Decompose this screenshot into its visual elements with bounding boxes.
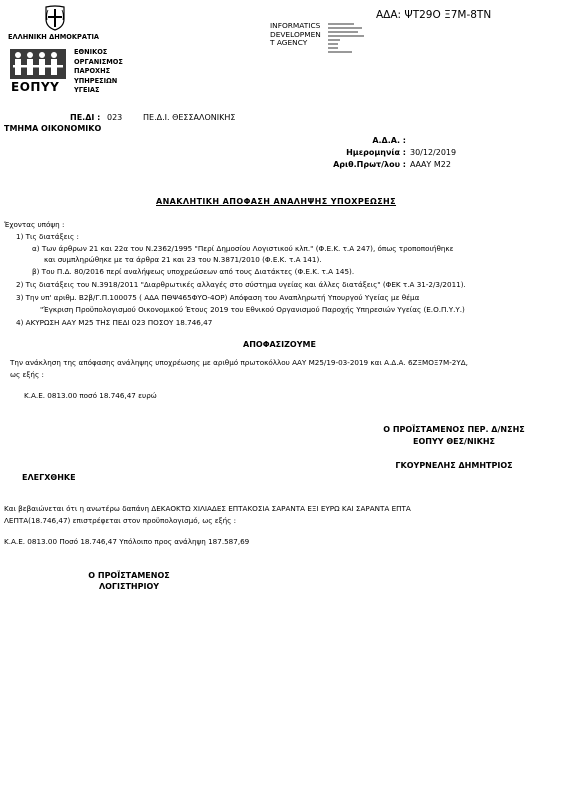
eopyy-logo-text: ΕΟΠΥΥ xyxy=(11,80,60,94)
department: ΤΜΗΜΑ ΟΙΚΟΝΟΜΙΚΟ xyxy=(4,124,102,133)
org-name xyxy=(74,48,123,96)
consideration-item-1: 1) Τις διατάξεις : xyxy=(16,232,79,241)
protocol-label: Αριθ.Πρωτ/λου : xyxy=(333,160,406,169)
accounting-title: Ο ΠΡΟΪΣΤΑΜΕΝΟΣ xyxy=(88,571,170,580)
decision-kae-line: Κ.Α.Ε. 0813.00 ποσό 18.746,47 ευρώ xyxy=(24,391,157,400)
org-line: ΟΡΓΑΝΙΣΜΟΣ xyxy=(74,57,123,66)
signature-title: Ο ΠΡΟΪΣΤΑΜΕΝΟΣ ΠΕΡ. Δ/ΝΣΗΣ xyxy=(383,425,525,434)
decision-text: Την ανάκληση της απόφασης ανάληψης υποχρέωσης με αριθμό πρωτοκόλλου ΑΑΥ Μ25/19-03-2019 και Α.Δ.Α. 6ΖΞΜΟΞ7Μ-2ΥΔ, xyxy=(10,358,468,367)
org-line: ΥΓΕΙΑΣ xyxy=(74,86,100,95)
checked-text: Και βεβαιώνεται ότι η ανωτέρω δαπάνη ΔΕΚΑΟΚΤΩ ΧΙΛΙΑΔΕΣ ΕΠΤΑΚΟΣΙΑ ΣΑΡΑΝΤΑ ΕΞΙ ΕΥΡΩ ΚΑΙ ΣΑΡΑΝΤΑ ΕΠΤΑ xyxy=(4,504,411,513)
pedi-name: ΠΕ.Δ.Ι. ΘΕΣΣΑΛΟΝΙΚΗΣ xyxy=(143,113,236,122)
pedi-number: 023 xyxy=(107,113,123,122)
document-title: ΑΝΑΚΛΗΤΙΚΗ ΑΠΟΦΑΣΗ ΑΝΑΛΗΨΗΣ ΥΠΟΧΡΕΩΣΗΣ xyxy=(156,197,397,206)
considerations-intro: Έχοντας υπόψη : xyxy=(4,220,65,229)
checked-text-cont: ΛΕΠΤΑ(18.746,47) επιστρέφεται στον προϋπολογισμό, ως εξής : xyxy=(4,516,237,525)
agency-line: DEVELOPMEN xyxy=(270,29,321,39)
signature-subtitle: ΕΟΠΥΥ ΘΕΣ/ΝΙΚΗΣ xyxy=(412,437,495,446)
consideration-item-4: 4) ΑΚΥΡΩΣΗ ΑΑΥ Μ25 ΤΗΣ ΠΕΔΙ 023 ΠΟΣΟΥ 18.746,47 xyxy=(16,318,213,327)
decision-heading: ΑΠΟΦΑΣΙΖΟΥΜΕ xyxy=(243,340,316,349)
fine-print-mark xyxy=(328,22,368,58)
org-line: ΥΠΗΡΕΣΙΩΝ xyxy=(74,76,118,85)
consideration-item-1b: β) Του Π.Δ. 80/2016 περί αναλήψεως υποχρεώσεων από τους Διατάκτες (Φ.Ε.Κ. τ.Α 145). xyxy=(32,267,355,276)
republic-label: ΕΛΛΗΝΙΚΗ ΔΗΜΟΚΡΑΤΙΑ xyxy=(8,33,100,41)
consideration-item-1a: α) Των άρθρων 21 και 22α του Ν.2362/1995 "Περί Δημοσίου Λογιστικού κλπ." (Φ.Ε.Κ. τ.Α 247), όπως τροποποιήθηκε xyxy=(32,244,454,253)
date-value: 30/12/2019 xyxy=(410,148,457,157)
accounting-subtitle: ΛΟΓΙΣΤΗΡΙΟΥ xyxy=(98,582,160,591)
org-line: ΕΘΝΙΚΟΣ xyxy=(74,48,108,56)
consideration-item-3-cont: "Έγκριση Προϋπολογισμού Οικονομικού Έτους 2019 του Εθνικού Οργανισμού Παροχής Υπηρεσιών Υγείας (Ε.Ο.Π.Υ.Υ.) xyxy=(40,305,465,314)
decision-text-cont: ως εξής : xyxy=(10,370,44,379)
ada-top: ΑΔΑ: ΨΤ29Ο Ξ7Μ-8ΤΝ xyxy=(376,9,492,21)
agency-line: T AGENCY xyxy=(270,38,308,48)
signature-name: ΓΚΟΥΡΝΕΛΗΣ ΔΗΜΗΤΡΙΟΣ xyxy=(395,461,513,470)
agency-line: INFORMATICS xyxy=(270,21,321,30)
hellenic-emblem-icon xyxy=(44,5,66,31)
agency-name xyxy=(270,22,321,48)
protocol-value: ΑΑΑΥ Μ22 xyxy=(410,160,451,169)
date-label: Ημερομηνία : xyxy=(346,148,406,157)
agency-fine-print xyxy=(328,22,368,58)
consideration-item-1a-cont: και συμπληρώθηκε με τα άρθρα 21 και 23 του Ν.3871/2010 (Φ.Ε.Κ. τ.Α 141). xyxy=(44,255,322,264)
checked-kae-line: Κ.Α.Ε. 0813.00 Ποσό 18.746,47 Υπόλοιπο προς ανάληψη 187.587,69 xyxy=(4,537,250,546)
ada-label: Α.Δ.Α. : xyxy=(372,136,406,145)
pedi-label: ΠΕ.ΔΙ : xyxy=(70,113,101,122)
consideration-item-2: 2) Τις διατάξεις του Ν.3918/2011 "Διαρθρωτικές αλλαγές στο σύστημα υγείας και άλλες διατάξεις" (ΦΕΚ τ.Α 31-2/3/2011). xyxy=(16,280,466,289)
checked-heading: ΕΛΕΓΧΘΗΚΕ xyxy=(22,473,76,482)
consideration-item-3: 3) Την υπ' αριθμ. Β2β/Γ.Π.100075 ( ΑΔΑ ΠΘΨ465ΦΥΟ-4ΟΡ) Απόφαση του Αναπληρωτή Υπουργού Υγείας με θέμα xyxy=(16,293,420,302)
org-line: ΠΑΡΟΧΗΣ xyxy=(74,67,111,76)
